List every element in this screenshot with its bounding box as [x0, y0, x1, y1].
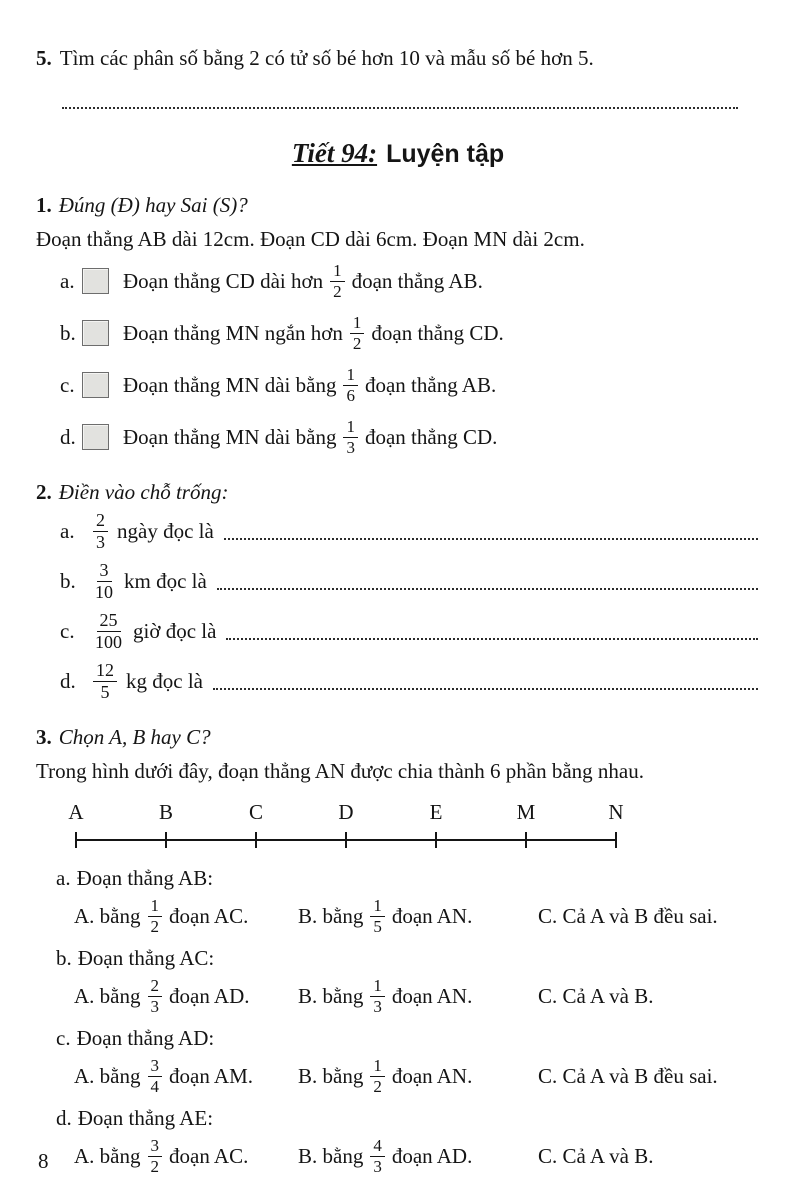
fraction [330, 261, 345, 300]
point-label: C [248, 800, 263, 824]
item-text: giờ đọc là [133, 618, 217, 643]
fraction [148, 1056, 163, 1095]
question-a-options [74, 894, 760, 938]
lesson-number: Tiết 94: [291, 138, 378, 168]
option-A[interactable] [74, 896, 298, 935]
option-text-pre: A. bằng [74, 1143, 141, 1168]
answer-checkbox[interactable] [82, 320, 109, 346]
fraction-numerator: 12 [93, 660, 117, 681]
option-text-post: đoạn AM. [169, 1063, 253, 1088]
option-text-pre: A. bằng [74, 903, 141, 928]
item-text: kg đọc là [126, 668, 203, 693]
item-letter: d. [56, 1106, 72, 1130]
item-letter: a. [60, 518, 75, 543]
number-line-figure [68, 800, 624, 858]
option-B[interactable] [298, 976, 538, 1015]
option-text-post: đoạn AC. [169, 1143, 249, 1168]
exercise-1-question: Đúng (Đ) hay Sai (S)? [58, 193, 248, 217]
fraction [350, 313, 365, 352]
option-C[interactable]: C. Cả A và B đều sai. [538, 903, 718, 928]
question-c-stem [56, 1026, 760, 1052]
fraction-numerator: 1 [370, 1056, 385, 1076]
item-text-post: đoạn thẳng AB. [364, 372, 497, 397]
item-letter: d. [60, 424, 76, 449]
exercise-3-question: Chọn A, B hay C? [58, 725, 211, 749]
item-text: ngày đọc là [117, 518, 214, 543]
tick-mark [435, 832, 437, 848]
fraction-denominator: 3 [373, 1156, 382, 1176]
exercise-3-number: 3. [36, 725, 52, 749]
item-text-pre: Đoạn thẳng CD dài hơn [123, 268, 324, 293]
item-letter: d. [60, 668, 76, 693]
point-label: N [608, 800, 624, 824]
fraction-numerator: 2 [148, 976, 163, 996]
fraction-denominator: 3 [346, 437, 355, 457]
fraction [148, 976, 163, 1015]
fraction-numerator: 1 [370, 976, 385, 996]
fraction-denominator: 10 [95, 581, 113, 602]
tick-mark [615, 832, 617, 848]
option-text-post: đoạn AN. [391, 1063, 473, 1088]
option-text-pre: B. bằng [298, 983, 364, 1008]
tick-mark [525, 832, 527, 848]
point-label: E [429, 800, 443, 824]
option-B[interactable] [298, 896, 538, 935]
tf-item-b [60, 310, 760, 356]
point-label: D [338, 800, 354, 824]
fill-item-b [60, 557, 760, 605]
fraction-denominator: 4 [150, 1076, 159, 1096]
stem-text: Đoạn thẳng AC: [77, 946, 215, 970]
fraction-numerator: 2 [93, 510, 108, 531]
stem-text: Đoạn thẳng AD: [76, 1026, 215, 1050]
exercise-2-header [36, 480, 760, 505]
fraction-numerator: 1 [343, 417, 358, 437]
problem-5-number: 5. [36, 46, 52, 70]
exercise-1-number: 1. [36, 193, 52, 217]
tick-mark [345, 832, 347, 848]
item-text-pre: Đoạn thẳng MN dài bằng [123, 424, 337, 449]
exercise-1-header [36, 193, 760, 218]
option-text-post: đoạn AC. [169, 903, 249, 928]
option-A[interactable] [74, 1056, 298, 1095]
option-A[interactable] [74, 976, 298, 1015]
fraction-denominator: 2 [333, 281, 342, 301]
item-letter: c. [60, 372, 75, 397]
item-letter: b. [56, 946, 72, 970]
fraction [93, 660, 117, 701]
fraction [370, 1056, 385, 1095]
option-C[interactable]: C. Cả A và B. [538, 1143, 654, 1168]
tf-item-d [60, 414, 760, 460]
item-letter: b. [60, 568, 76, 593]
point-label: M [516, 800, 536, 824]
item-text-pre: Đoạn thẳng MN dài bằng [123, 372, 337, 397]
fraction-numerator: 1 [343, 365, 358, 385]
option-B[interactable] [298, 1136, 538, 1175]
stem-text: Đoạn thẳng AE: [77, 1106, 214, 1130]
option-B[interactable] [298, 1056, 538, 1095]
lesson-title [36, 135, 760, 173]
exercise-2-number: 2. [36, 480, 52, 504]
fraction [148, 1136, 163, 1175]
stem-text: Đoạn thẳng AB: [76, 866, 214, 890]
option-text-pre: B. bằng [298, 1063, 364, 1088]
item-letter: a. [56, 866, 71, 890]
item-text-post: đoạn thẳng CD. [371, 320, 504, 345]
item-text-post: đoạn thẳng AB. [351, 268, 483, 293]
answer-checkbox[interactable] [82, 268, 109, 294]
fraction-numerator: 1 [350, 313, 365, 333]
fraction-numerator: 3 [97, 560, 112, 581]
question-b-stem [56, 946, 760, 972]
fraction [370, 896, 385, 935]
fraction-numerator: 1 [370, 896, 385, 916]
fraction-numerator: 1 [148, 896, 163, 916]
exercise-2-question: Điền vào chỗ trống: [58, 480, 229, 504]
fraction-numerator: 25 [97, 610, 121, 631]
option-text-post: đoạn AD. [169, 983, 250, 1008]
question-c-options [74, 1054, 760, 1098]
item-letter: c. [60, 618, 75, 643]
lesson-name: Luyện tập [386, 140, 505, 168]
question-b-options [74, 974, 760, 1018]
answer-checkbox[interactable] [82, 424, 109, 450]
tick-mark [165, 832, 167, 848]
answer-blank-line[interactable] [224, 538, 758, 540]
answer-blank-line[interactable] [226, 638, 758, 640]
fraction-denominator: 3 [96, 531, 105, 552]
option-text-pre: A. bằng [74, 1063, 141, 1088]
fraction-numerator: 3 [148, 1056, 163, 1076]
fraction [370, 976, 385, 1015]
option-C[interactable]: C. Cả A và B. [538, 983, 654, 1008]
option-text-pre: B. bằng [298, 903, 364, 928]
item-letter: c. [56, 1026, 71, 1050]
fraction-denominator: 3 [373, 996, 382, 1016]
fraction [370, 1136, 385, 1175]
fraction-denominator: 100 [95, 631, 122, 652]
question-d-stem [56, 1106, 760, 1132]
point-label: B [158, 800, 174, 824]
tf-item-c [60, 362, 760, 408]
option-text-pre: A. bằng [74, 983, 141, 1008]
fraction-denominator: 3 [150, 996, 159, 1016]
item-letter: b. [60, 320, 76, 345]
tf-item-a [60, 258, 760, 304]
fraction-numerator: 3 [148, 1136, 163, 1156]
answer-blank-line[interactable] [217, 588, 758, 590]
question-d-options [74, 1134, 760, 1178]
fraction [343, 417, 358, 456]
option-C[interactable]: C. Cả A và B đều sai. [538, 1063, 718, 1088]
fill-item-c [60, 607, 760, 655]
fraction-numerator: 4 [370, 1136, 385, 1156]
item-text: km đọc là [124, 568, 207, 593]
fraction-denominator: 2 [150, 916, 159, 936]
option-text-post: đoạn AN. [391, 903, 473, 928]
fill-item-d [60, 657, 760, 705]
item-text-post: đoạn thẳng CD. [364, 424, 498, 449]
fraction-denominator: 2 [150, 1156, 159, 1176]
item-text-pre: Đoạn thẳng MN ngắn hơn [123, 320, 343, 345]
page-number: 8 [38, 1149, 49, 1173]
fill-item-a [60, 507, 760, 555]
question-a-stem [56, 866, 760, 892]
option-text-post: đoạn AN. [391, 983, 473, 1008]
fraction [93, 610, 124, 651]
fraction [93, 560, 115, 601]
exercise-1-intro: Đoạn thẳng AB dài 12cm. Đoạn CD dài 6cm. Đoạn MN dài 2cm. [36, 227, 585, 251]
fraction-denominator: 5 [373, 916, 382, 936]
option-A[interactable] [74, 1136, 298, 1175]
fraction [148, 896, 163, 935]
item-letter: a. [60, 268, 75, 293]
tick-mark [75, 832, 77, 848]
exercise-3-header [36, 725, 760, 750]
fraction [93, 510, 108, 551]
point-label: A [68, 800, 84, 824]
exercise-3-intro: Trong hình dưới đây, đoạn thẳng AN được chia thành 6 phần bằng nhau. [36, 759, 644, 783]
fraction-denominator: 2 [352, 333, 362, 353]
problem-5-text: Tìm các phân số bằng 2 có tử số bé hơn 10 và mẫu số bé hơn 5. [59, 46, 594, 70]
option-text-pre: B. bằng [298, 1143, 364, 1168]
tick-mark [255, 832, 257, 848]
problem-5 [36, 46, 760, 71]
fraction-denominator: 2 [373, 1076, 382, 1096]
option-text-post: đoạn AD. [391, 1143, 473, 1168]
fraction-denominator: 5 [100, 681, 110, 702]
fraction [343, 365, 358, 404]
answer-blank-line[interactable] [213, 688, 758, 690]
fraction-numerator: 1 [330, 261, 345, 281]
answer-blank-line[interactable] [62, 107, 738, 109]
fraction-denominator: 6 [346, 385, 355, 405]
answer-checkbox[interactable] [82, 372, 109, 398]
